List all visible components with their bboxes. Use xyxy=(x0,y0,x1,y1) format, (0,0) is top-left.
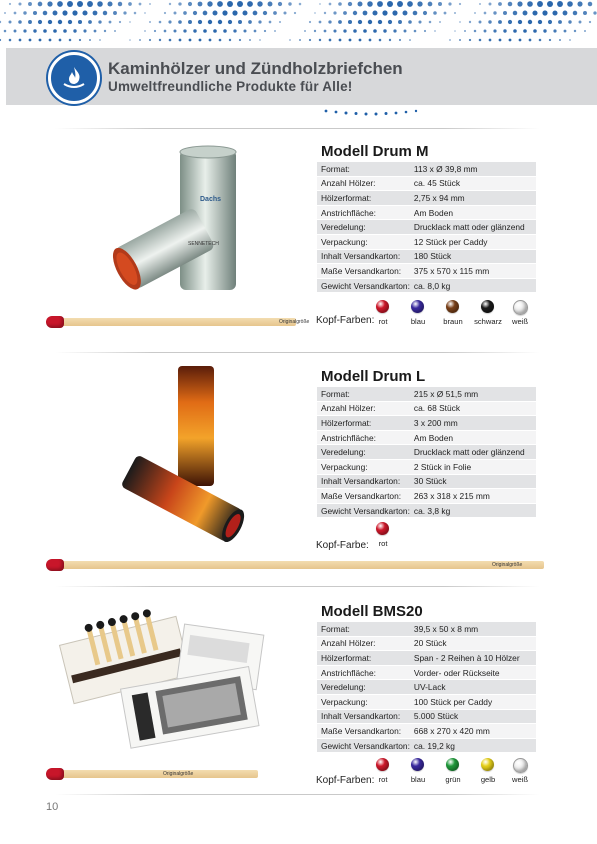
spec-label: Maße Versandkarton: xyxy=(317,489,410,504)
spec-label: Veredelung: xyxy=(317,220,410,235)
spec-value: Drucklack matt oder glänzend xyxy=(410,445,536,460)
head-color-name: rot xyxy=(378,317,388,326)
dot-row-decoration xyxy=(320,106,440,118)
spec-row xyxy=(317,191,536,206)
spec-value: 100 Stück per Caddy xyxy=(410,694,536,709)
original-size-label: Originalgröße xyxy=(163,771,194,777)
head-colors-label: Kopf-Farben: xyxy=(316,315,375,326)
spec-value: ca. 19,2 kg xyxy=(410,738,536,753)
spec-label: Format: xyxy=(317,622,410,636)
spec-value: 668 x 270 x 420 mm xyxy=(410,724,536,739)
head-color-name: weiß xyxy=(511,317,529,326)
head-color-name: blau xyxy=(410,775,426,784)
head-color-name: gelb xyxy=(480,775,496,784)
head-color-swatch xyxy=(481,758,494,771)
spec-label: Gewicht Versandkarton: xyxy=(317,738,410,753)
spec-row xyxy=(317,636,536,651)
spec-label: Anzahl Hölzer: xyxy=(317,636,410,651)
spec-value: 20 Stück xyxy=(410,636,536,651)
spec-label: Anstrichfläche: xyxy=(317,205,410,220)
page-subtitle: Umweltfreundliche Produkte für Alle! xyxy=(108,79,353,94)
match-stick xyxy=(58,318,296,326)
section-divider xyxy=(55,586,540,587)
spec-value: Span - 2 Reihen à 10 Hölzer xyxy=(410,651,536,666)
spec-label: Anzahl Hölzer: xyxy=(317,176,410,191)
spec-row xyxy=(317,694,536,709)
spec-row xyxy=(317,680,536,695)
spec-label: Verpackung: xyxy=(317,694,410,709)
spec-value: Am Boden xyxy=(410,205,536,220)
product-image-drum-l xyxy=(110,362,250,542)
spec-label: Hölzerformat: xyxy=(317,651,410,666)
spec-value: ca. 45 Stück xyxy=(410,176,536,191)
spec-label: Verpackung: xyxy=(317,459,410,474)
spec-value: 113 x Ø 39,8 mm xyxy=(410,162,536,176)
spec-row xyxy=(317,264,536,279)
match-head xyxy=(46,559,64,571)
head-color-name: weiß xyxy=(511,775,529,784)
spec-value: 12 Stück per Caddy xyxy=(410,234,536,249)
spec-value: ca. 68 Stück xyxy=(410,401,536,416)
spec-row xyxy=(317,459,536,474)
head-color-swatch xyxy=(411,758,424,771)
spec-row xyxy=(317,665,536,680)
spec-label: Anstrichfläche: xyxy=(317,430,410,445)
spec-row xyxy=(317,709,536,724)
spec-row xyxy=(317,249,536,264)
product-label-text: Dachs xyxy=(200,196,222,203)
spec-row xyxy=(317,445,536,460)
section-divider xyxy=(55,794,540,795)
head-color-swatch xyxy=(376,758,389,771)
spec-row xyxy=(317,162,536,176)
spec-row xyxy=(317,387,536,401)
spec-label: Maße Versandkarton: xyxy=(317,264,410,279)
spec-row xyxy=(317,220,536,235)
head-color-swatch xyxy=(376,300,389,313)
head-color-swatch xyxy=(513,300,528,315)
spec-row xyxy=(317,278,536,293)
original-size-label: Originalgröße xyxy=(279,319,310,325)
flame-logo-icon xyxy=(48,52,100,104)
spec-value: ca. 8,0 kg xyxy=(410,278,536,293)
dot-pattern-decoration xyxy=(0,0,597,50)
spec-row xyxy=(317,234,536,249)
spec-row xyxy=(317,176,536,191)
spec-row xyxy=(317,651,536,666)
model-title: Modell Drum L xyxy=(321,368,426,385)
page-number: 10 xyxy=(46,801,59,813)
spec-value: 215 x Ø 51,5 mm xyxy=(410,387,536,401)
spec-label: Anzahl Hölzer: xyxy=(317,401,410,416)
spec-value: 180 Stück xyxy=(410,249,536,264)
spec-table xyxy=(317,622,536,753)
spec-value: 2 Stück in Folie xyxy=(410,459,536,474)
spec-row xyxy=(317,724,536,739)
spec-table xyxy=(317,162,536,293)
match-head xyxy=(46,316,64,328)
spec-label: Hölzerformat: xyxy=(317,416,410,431)
spec-value: UV-Lack xyxy=(410,680,536,695)
head-color-name: grün xyxy=(445,775,461,784)
page-title: Kaminhölzer und Zündholzbriefchen xyxy=(108,59,403,78)
spec-label: Gewicht Versandkarton: xyxy=(317,503,410,518)
spec-value: Am Boden xyxy=(410,430,536,445)
spec-label: Veredelung: xyxy=(317,445,410,460)
head-color-swatch xyxy=(411,300,424,313)
spec-label: Gewicht Versandkarton: xyxy=(317,278,410,293)
head-color-name: rot xyxy=(378,775,388,784)
head-color-swatch xyxy=(446,300,459,313)
original-size-label: Originalgröße xyxy=(492,562,523,568)
model-title: Modell Drum M xyxy=(321,143,429,160)
spec-row xyxy=(317,416,536,431)
spec-value: Drucklack matt oder glänzend xyxy=(410,220,536,235)
spec-value: ca. 3,8 kg xyxy=(410,503,536,518)
spec-row xyxy=(317,489,536,504)
model-title: Modell BMS20 xyxy=(321,603,423,620)
product-label-text: SENNETECH xyxy=(188,241,219,247)
spec-label: Format: xyxy=(317,387,410,401)
section-divider xyxy=(55,128,540,129)
spec-label: Maße Versandkarton: xyxy=(317,724,410,739)
spec-label: Veredelung: xyxy=(317,680,410,695)
spec-value: 3 x 200 mm xyxy=(410,416,536,431)
head-color-name: braun xyxy=(443,317,463,326)
spec-row xyxy=(317,622,536,636)
spec-label: Inhalt Versandkarton: xyxy=(317,249,410,264)
spec-row xyxy=(317,401,536,416)
head-color-swatch xyxy=(513,758,528,773)
spec-label: Format: xyxy=(317,162,410,176)
head-color-name: blau xyxy=(410,317,426,326)
head-colors-label: Kopf-Farben: xyxy=(316,775,375,786)
spec-row xyxy=(317,503,536,518)
match-stick xyxy=(58,561,544,569)
product-image-bms20 xyxy=(55,600,275,750)
spec-value: 5.000 Stück xyxy=(410,709,536,724)
spec-label: Anstrichfläche: xyxy=(317,665,410,680)
spec-value: 263 x 318 x 215 mm xyxy=(410,489,536,504)
spec-value: 375 x 570 x 115 mm xyxy=(410,264,536,279)
spec-row xyxy=(317,474,536,489)
spec-row xyxy=(317,738,536,753)
spec-value: Vorder- oder Rückseite xyxy=(410,665,536,680)
head-color-name: schwarz xyxy=(474,317,502,326)
spec-value: 30 Stück xyxy=(410,474,536,489)
head-color-label: Kopf-Farbe: xyxy=(316,540,369,551)
product-image-drum-m xyxy=(100,140,250,305)
head-color-swatch xyxy=(481,300,494,313)
spec-label: Verpackung: xyxy=(317,234,410,249)
match-head xyxy=(46,768,64,780)
section-divider xyxy=(55,352,540,353)
head-color-name: rot xyxy=(378,539,388,548)
match-stick xyxy=(58,770,258,778)
spec-row xyxy=(317,430,536,445)
spec-value: 39,5 x 50 x 8 mm xyxy=(410,622,536,636)
spec-value: 2,75 x 94 mm xyxy=(410,191,536,206)
spec-table xyxy=(317,387,536,518)
head-color-swatch xyxy=(446,758,459,771)
spec-label: Hölzerformat: xyxy=(317,191,410,206)
spec-label: Inhalt Versandkarton: xyxy=(317,709,410,724)
spec-row xyxy=(317,205,536,220)
head-color-swatch xyxy=(376,522,389,535)
spec-label: Inhalt Versandkarton: xyxy=(317,474,410,489)
